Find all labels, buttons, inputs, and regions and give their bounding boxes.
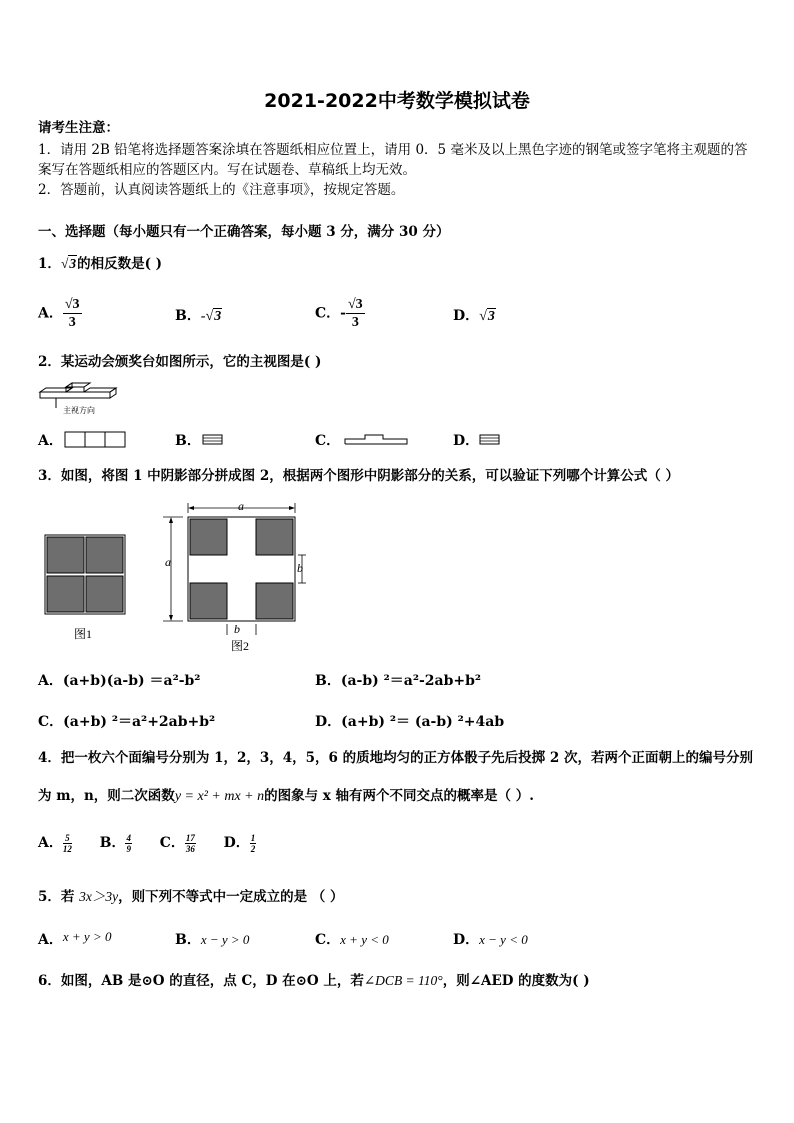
q3-figures [38, 495, 318, 655]
q6-stem: 6．如图，AB 是⊙O 的直径，点 C，D 在⊙O 上，若∠DCB = 110°，则∠AED 的度数为( ) [38, 973, 590, 989]
exam-title: 2021-2022中考数学模拟试卷 [264, 90, 530, 112]
q1-option-a[interactable]: A． $\frac{√3}{3}$ [38, 297, 80, 330]
q4-option-d[interactable]: D． $\frac{1}{2}$ [223, 832, 256, 854]
q2-option-a[interactable]: A． [38, 433, 63, 449]
figure-2 [163, 503, 306, 635]
notice-line-1b: 案写在答题纸相应的答题区内。写在试题卷、草稿纸上均无效。 [38, 162, 416, 178]
dim-a-top: a [238, 499, 244, 513]
q1-option-b[interactable]: B．-√3 [175, 308, 222, 324]
q4-line-1: 4．把一枚六个面编号分别为 1，2，3，4，5，6 的质地均匀的正方体骰子先后投掷 2 次，若两个正面朝上的编号分别 [38, 750, 753, 766]
q5-option-d[interactable]: D．x − y < 0 [453, 932, 528, 948]
figure-1 [45, 535, 125, 614]
q4-options [38, 832, 256, 854]
q3-option-b[interactable]: B．(a-b) ²＝a²-2ab+b² [315, 673, 482, 689]
q2-option-c[interactable]: C． [315, 433, 341, 449]
q1-c-fraction: $\frac{√3}{3}$ [347, 297, 363, 330]
q1-sqrt: √3 [60, 256, 77, 271]
q3-stem: 3．如图，将图 1 中阴影部分拼成图 2，根据两个图形中阴影部分的关系，可以验证下列哪个计算公式（ ） [38, 468, 679, 484]
q2-option-b-figure [202, 434, 224, 446]
q1-option-c[interactable]: C．- $\frac{√3}{3}$ [315, 297, 363, 330]
dim-b-right: b [297, 561, 303, 575]
podium-figure [38, 380, 118, 420]
q5-condition: 3x＞3y [79, 889, 119, 904]
q5-option-c[interactable]: C．x + y < 0 [315, 932, 389, 948]
dim-a-left: a [165, 555, 171, 569]
q1-number: 1． [38, 256, 61, 272]
q4-option-a[interactable]: A． $\frac{5}{12}$ [38, 832, 72, 854]
q3-option-a[interactable]: A．(a+b)(a-b) ＝a²-b² [38, 673, 201, 689]
q2-option-d-figure [479, 434, 501, 446]
q6-angle: ∠DCB = 110° [363, 973, 443, 988]
q2-option-b[interactable]: B． [175, 433, 201, 449]
section-heading: 一、选择题（每小题只有一个正确答案，每小题 3 分，满分 30 分） [38, 224, 450, 240]
figure-1-label: 图1 [74, 627, 93, 641]
q3-option-c[interactable]: C．(a+b) ²＝a²+2ab+b² [38, 714, 216, 730]
q1-option-d[interactable]: D．√3 [453, 308, 495, 324]
notice-line-1a: 1．请用 2B 铅笔将选择题答案涂填在答题纸相应位置上，请用 0．5 毫米及以上黑色字迹的钢笔或签字笔将主观题的答 [38, 142, 748, 158]
q1-a-fraction: $\frac{√3}{3}$ [64, 297, 80, 330]
notice-line-2: 2．答题前，认真阅读答题纸上的《注意事项》，按规定答题。 [38, 182, 405, 198]
notice-heading: 请考生注意： [38, 120, 119, 136]
q5-option-a[interactable]: A．x + y > 0 [38, 929, 112, 948]
q2-option-c-figure [343, 431, 411, 447]
q4-option-b[interactable]: B． $\frac{4}{9}$ [99, 832, 131, 854]
figure-2-label: 图2 [231, 639, 250, 653]
q4-formula: y = x² + mx + n [174, 789, 265, 804]
q4-line-2: 为 m，n，则二次函数y = x² + mx + n的图象与 x 轴有两个不同交点的概率是（ ）. [38, 788, 534, 804]
q4-option-c[interactable]: C． $\frac{17}{36}$ [159, 832, 195, 854]
view-direction-label: 主视方向 [63, 406, 95, 415]
q2-option-d[interactable]: D． [453, 433, 480, 449]
dim-b-bottom: b [234, 622, 240, 636]
q2-option-a-figure [64, 431, 128, 449]
q1-text: 的相反数是( ) [77, 256, 163, 272]
q3-option-d[interactable]: D．(a+b) ²＝ (a-b) ²+4ab [315, 714, 505, 730]
q5-stem: 5．若 3x＞3y，则下列不等式中一定成立的是 （ ） [38, 889, 344, 905]
q2-stem: 2．某运动会颁奖台如图所示，它的主视图是( ) [38, 354, 322, 370]
q5-option-b[interactable]: B．x − y > 0 [175, 932, 250, 948]
q1-stem [38, 254, 162, 274]
